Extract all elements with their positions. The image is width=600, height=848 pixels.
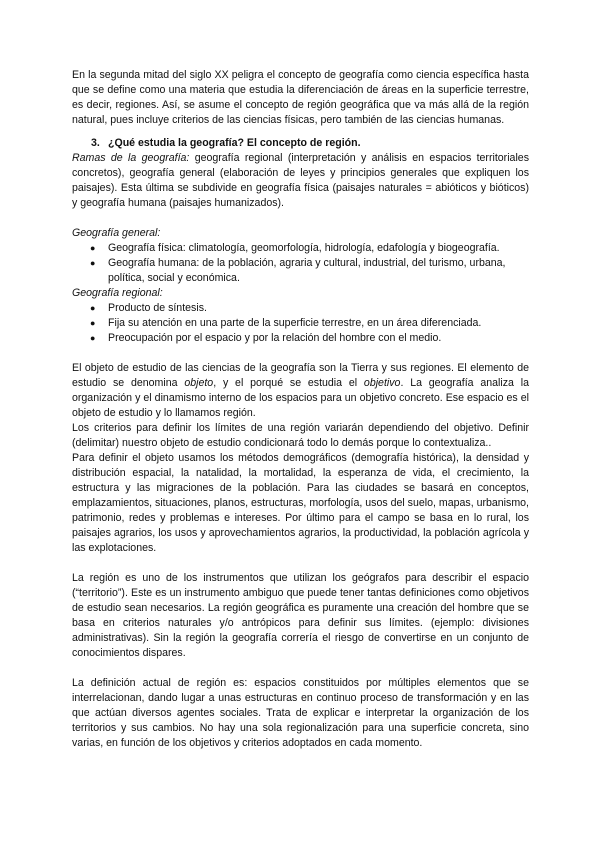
- intro-paragraph: En la segunda mitad del siglo XX peligra el concepto de geografía como ciencia específica hasta que se define como una materia que estudia la diferenciación de áreas en la superficie terrestre, es decir, regiones. Así, se asume el concepto de región geográfica que va más allá de la región natural, pues incluye criterios de las ciencias físicas, pero también de las ciencias humanas.: [72, 69, 529, 126]
- region-paragraph: La región es uno de los instrumentos que utilizan los geógrafos para describir el espacio (“territorio”). Este es un instrumento ambiguo que puede tener tantas definiciones como objetivos de estudio sean necesarios. La región geográfica es puramente una creación del hombre que se basa en criterios naturales y/o antrópicos para definir sus límites. (ejemplo: divisiones administrativas). Sin la región la geografía correría el riesgo de convertirse en un conjunto de conocimientos dispares.: [72, 572, 529, 659]
- list-item: ● Geografía humana: de la población, agraria y cultural, industrial, del turismo, urbana, política, social y económica.: [90, 257, 506, 284]
- spacer: [72, 661, 529, 676]
- list-item: ● Producto de síntesis.: [90, 302, 207, 314]
- ramas-text: geografía regional (interpretación y análisis en espacios territoriales concretos), geografía general (elaboración de leyes y principios generales que expliquen los paisajes). Esta última se subdivide en geografía física (paisajes naturales = abióticos y bióticos) y geografía humana (paisajes humanizados).: [72, 152, 529, 209]
- list-item: ● Preocupación por el espacio y por la relación del hombre con el medio.: [90, 332, 442, 344]
- spacer: [72, 556, 529, 571]
- bullet-icon: ●: [90, 303, 96, 313]
- section-number: 3.: [91, 137, 100, 149]
- section-heading: [91, 136, 529, 151]
- general-list: [72, 241, 529, 286]
- spacer: [72, 211, 529, 226]
- general-label: Geografía general:: [72, 227, 161, 239]
- metodos-paragraph: Para definir el objeto usamos los métodos demográficos (demografía histórica), la densidad y distribución espacial, la natalidad, la mortalidad, la esperanza de vida, el crecimiento, la estructura y las migraciones de la población. Para las ciudades se basará en conceptos, emplazamientos, situaciones, planos, estructuras, morfología, usos del suelo, mapas, urbanismo, patrimonio, redes y problemas e intereses. Por último para el campo se basa en lo rural, los paisajes agrarios, los usos y aprovechamientos agrarios, la productividad, la población agrícola y las explotaciones.: [72, 452, 529, 554]
- objeto-paragraph: El objeto de estudio de las ciencias de la geografía son la Tierra y sus regiones. El elemento de estudio se denomina objeto, y el porqué se estudia el objetivo. La geografía analiza la organización y el dinamismo interno de los espacios para un objetivo concreto. Ese espacio es el objeto de estudio y lo llamamos región.: [72, 362, 529, 419]
- list-item: ● Fija su atención en una parte de la superficie terrestre, en un área diferenciada.: [90, 317, 482, 329]
- regional-list: [72, 301, 529, 346]
- section-title: ¿Qué estudia la geografía? El concepto de región.: [108, 137, 361, 149]
- list-item: ● Geografía física: climatología, geomorfología, hidrología, edafología y biogeografía.: [90, 242, 500, 254]
- bullet-icon: ●: [90, 333, 96, 343]
- spacer: [72, 346, 529, 361]
- bullet-icon: ●: [90, 258, 96, 268]
- criterios-paragraph: Los criterios para definir los límites de una región variarán dependiendo del objetivo. Definir (delimitar) nuestro objeto de estudio condicionará todo lo demás porque lo contextualiza..: [72, 422, 529, 449]
- objetivo-word: objetivo: [363, 377, 401, 389]
- definicion-paragraph: La definición actual de región es: espacios constituidos por múltiples elementos que se interrelacionan, dando lugar a unas estructuras en continuo proceso de transformación y en las que actúan diversos agentes sociales. Trata de explicar e interpretar la organización de los territorios y sus cambios. No hay una sola regionalización para una superficie concreta, sino varias, en función de los objetivos y criterios adoptados en cada momento.: [72, 677, 529, 749]
- objeto-word: objeto: [184, 377, 214, 389]
- bullet-icon: ●: [90, 318, 96, 328]
- ramas-label: Ramas de la geografía:: [72, 152, 190, 164]
- document-page: [72, 68, 529, 751]
- ramas-paragraph: [72, 151, 529, 211]
- bullet-icon: ●: [90, 243, 96, 253]
- regional-label: Geografía regional:: [72, 287, 163, 299]
